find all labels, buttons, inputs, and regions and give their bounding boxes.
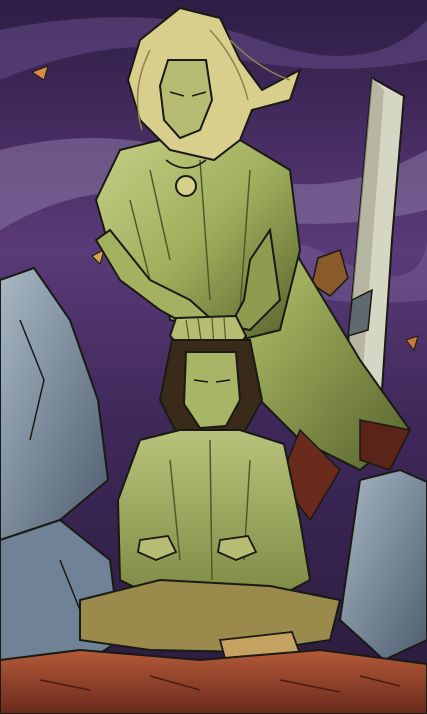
seated-figure-shirt [118,430,310,600]
seated-figure-face [184,352,240,428]
amulet-pendant [176,176,196,196]
red-rock-ground [0,650,427,714]
